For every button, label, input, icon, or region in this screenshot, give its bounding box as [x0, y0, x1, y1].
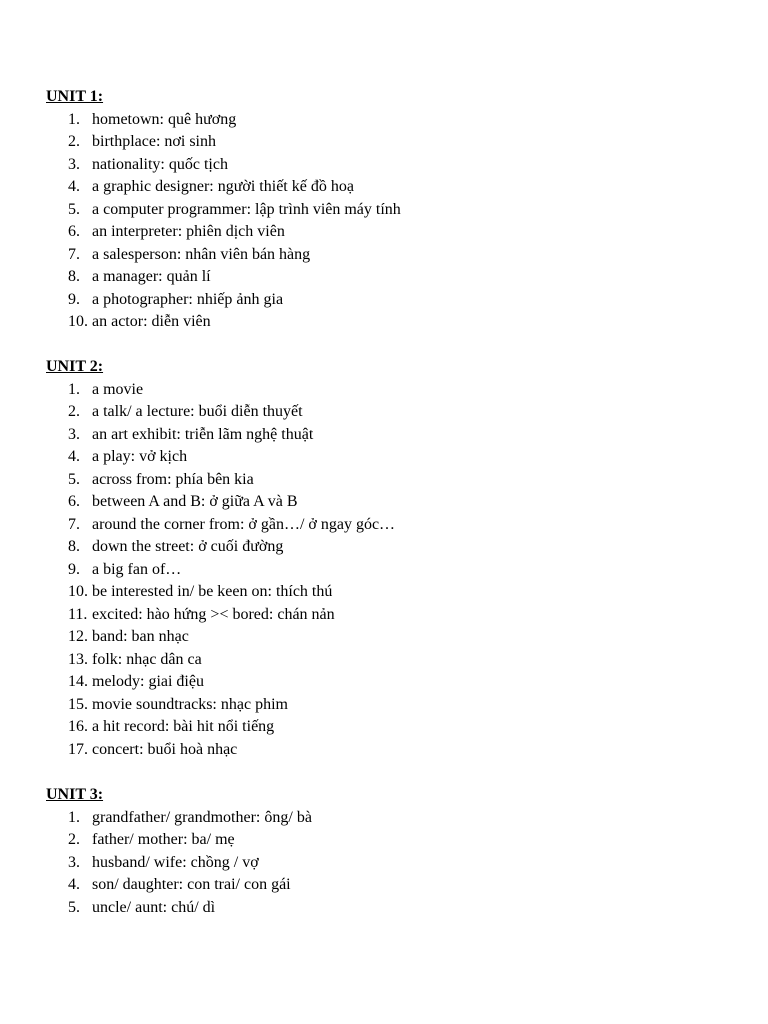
list-item: [46, 604, 746, 627]
item-text: a talk/ a lecture: buổi diễn thuyết: [92, 403, 303, 420]
item-number: 2.: [68, 403, 80, 420]
list-item: [46, 852, 746, 875]
list-item: [46, 694, 746, 717]
list-item: [46, 536, 746, 559]
item-text: an art exhibit: triễn lãm nghệ thuật: [92, 425, 314, 443]
unit-1-section: [46, 86, 746, 334]
item-number: 1.: [68, 808, 80, 826]
item-text: a hit record: bài hit nổi tiếng: [92, 718, 275, 735]
item-text: down the street: ở cuối đường: [92, 538, 284, 555]
item-number: 2.: [68, 133, 80, 150]
item-number: 15.: [68, 695, 88, 713]
item-text: a graphic designer: người thiết kế đồ hoạ: [92, 178, 354, 195]
list-item: [46, 469, 746, 492]
item-number: 10.: [68, 583, 88, 600]
list-item: [46, 446, 746, 469]
item-number: 6.: [68, 493, 80, 510]
list-item: [46, 379, 746, 402]
item-text: a movie: [92, 380, 144, 398]
item-text: folk: nhạc dân ca: [92, 650, 202, 668]
item-text: across from: phía bên kia: [92, 470, 254, 488]
item-text: be interested in/ be keen on: thích thú: [92, 583, 333, 600]
item-number: 5.: [68, 470, 80, 488]
item-text: an interpreter: phiên dịch viên: [92, 223, 285, 240]
list-item: [46, 559, 746, 582]
item-text: son/ daughter: con trai/ con gái: [92, 876, 291, 893]
item-text: between A and B: ở giữa A và B: [92, 493, 298, 510]
item-number: 5.: [68, 200, 80, 218]
list-item: [46, 221, 746, 244]
item-number: 3.: [68, 425, 80, 443]
unit-2-title: UNIT 2:: [46, 358, 104, 375]
list-item: [46, 131, 746, 154]
list-item: [46, 244, 746, 267]
item-number: 4.: [68, 876, 80, 893]
item-number: 8.: [68, 538, 80, 555]
list-item: [46, 109, 746, 132]
item-number: 13.: [68, 650, 88, 668]
item-text: band: ban nhạc: [92, 628, 189, 645]
item-text: a salesperson: nhân viên bán hàng: [92, 245, 311, 263]
list-item: [46, 626, 746, 649]
item-text: around the corner from: ở gần…/ ở ngay góc…: [92, 515, 396, 533]
item-text: excited: hào hứng >< bored: chán nản: [92, 605, 335, 623]
list-item: [46, 266, 746, 289]
list-item: [46, 401, 746, 424]
item-number: 14.: [68, 673, 88, 690]
item-text: grandfather/ grandmother: ông/ bà: [92, 808, 312, 826]
item-number: 16.: [68, 718, 88, 735]
list-item: [46, 649, 746, 672]
unit-1-vocab-list: [46, 109, 746, 334]
list-item: [46, 514, 746, 537]
list-item: [46, 289, 746, 312]
item-number: 12.: [68, 628, 88, 645]
unit-1-title: UNIT 1:: [46, 88, 104, 105]
item-text: father/ mother: ba/ mẹ: [92, 831, 235, 848]
item-number: 5.: [68, 898, 80, 916]
item-text: husband/ wife: chồng / vợ: [92, 853, 259, 871]
item-number: 9.: [68, 290, 80, 308]
unit-2-section: [46, 356, 746, 761]
list-item: [46, 807, 746, 830]
item-text: a big fan of…: [92, 560, 182, 578]
item-number: 4.: [68, 448, 80, 465]
item-number: 10.: [68, 313, 88, 330]
item-number: 17.: [68, 740, 88, 758]
item-text: a computer programmer: lập trình viên máy tính: [92, 200, 401, 218]
item-text: hometown: quê hương: [92, 110, 237, 128]
item-number: 3.: [68, 155, 80, 173]
item-text: a play: vở kịch: [92, 448, 188, 465]
item-text: an actor: diễn viên: [92, 313, 211, 330]
list-item: [46, 897, 746, 920]
list-item: [46, 829, 746, 852]
item-number: 7.: [68, 245, 80, 263]
item-text: nationality: quốc tịch: [92, 155, 228, 173]
item-text: movie soundtracks: nhạc phim: [92, 695, 288, 713]
item-number: 4.: [68, 178, 80, 195]
item-text: birthplace: nơi sinh: [92, 133, 216, 150]
item-number: 7.: [68, 515, 80, 533]
list-item: [46, 671, 746, 694]
list-item: [46, 874, 746, 897]
item-number: 3.: [68, 853, 80, 871]
unit-3-vocab-list: [46, 807, 746, 920]
list-item: [46, 176, 746, 199]
unit-3-section: [46, 784, 746, 919]
item-number: 1.: [68, 110, 80, 128]
item-text: uncle/ aunt: chú/ dì: [92, 898, 216, 916]
item-text: concert: buổi hoà nhạc: [92, 740, 238, 758]
item-text: a photographer: nhiếp ảnh gia: [92, 290, 284, 308]
item-text: a manager: quản lí: [92, 268, 211, 285]
item-number: 11.: [68, 605, 88, 623]
unit-2-vocab-list: [46, 379, 746, 762]
item-text: melody: giai điệu: [92, 673, 204, 690]
list-item: [46, 739, 746, 762]
list-item: [46, 491, 746, 514]
item-number: 6.: [68, 223, 80, 240]
item-number: 9.: [68, 560, 80, 578]
item-number: 2.: [68, 831, 80, 848]
item-number: 1.: [68, 380, 80, 398]
list-item: [46, 311, 746, 334]
list-item: [46, 424, 746, 447]
list-item: [46, 154, 746, 177]
list-item: [46, 581, 746, 604]
item-number: 8.: [68, 268, 80, 285]
list-item: [46, 199, 746, 222]
list-item: [46, 716, 746, 739]
unit-3-title: UNIT 3:: [46, 786, 104, 803]
